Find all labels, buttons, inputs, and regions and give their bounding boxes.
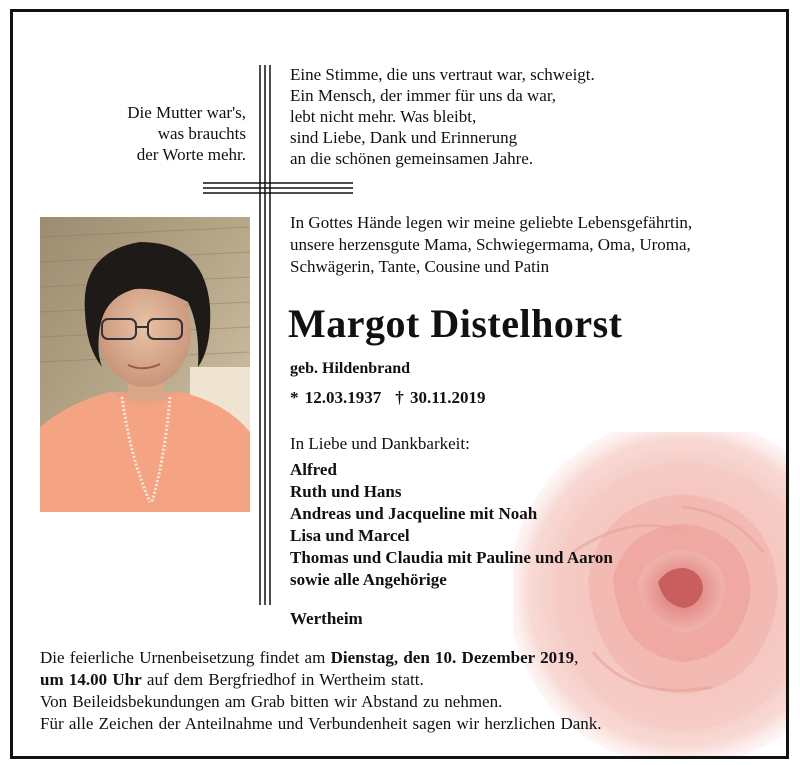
verse-left-line: was brauchts (157, 124, 246, 143)
funeral-date: Dienstag, den 10. Dezember 2019 (330, 648, 575, 667)
footer-line-2 (40, 669, 602, 691)
verse-right (290, 64, 595, 169)
intro-text (290, 212, 692, 278)
footer-line-4: Für alle Zeichen der Anteilnahme und Verbundenheit sagen wir herzlichen Dank. (40, 714, 602, 733)
intro-line: In Gottes Hände legen wir meine geliebte Lebensgefährtin, (290, 213, 693, 232)
verse-right-line: lebt nicht mehr. Was bleibt, (290, 107, 477, 126)
family-list (290, 459, 613, 591)
family-member: Alfred (290, 460, 337, 479)
footer-text: , (574, 648, 579, 667)
verse-right-line: an die schönen gemeinsamen Jahre. (290, 149, 534, 168)
footer-line-3: Von Beileidsbekundungen am Grab bitten wir Abstand zu nehmen. (40, 692, 503, 711)
verse-right-line: Eine Stimme, die uns vertraut war, schweigt. (290, 65, 595, 84)
death-date: † 30.11.2019 (395, 388, 486, 407)
verse-right-line: sind Liebe, Dank und Erinnerung (290, 128, 518, 147)
verse-left-line: der Worte mehr. (136, 145, 246, 164)
family-member: Andreas und Jacqueline mit Noah (290, 504, 538, 523)
maiden-name: geb. Hildenbrand (290, 360, 411, 377)
funeral-notice (40, 647, 602, 735)
place: Wertheim (290, 609, 363, 628)
footer-text: auf dem Bergfriedhof in Wertheim statt. (141, 670, 424, 689)
portrait-photo (40, 217, 250, 512)
verse-right-line: Ein Mensch, der immer für uns da war, (290, 86, 557, 105)
birth-date: * 12.03.1937 (290, 388, 382, 407)
footer-text: Die feierliche Urnenbeisetzung findet am (40, 648, 331, 667)
life-dates (290, 388, 486, 408)
footer-line-1 (40, 647, 602, 669)
verse-left-line: Die Mutter war's, (127, 103, 246, 122)
family-member: Ruth und Hans (290, 482, 402, 501)
verse-left (127, 102, 246, 165)
intro-line: Schwägerin, Tante, Cousine und Patin (290, 257, 550, 276)
obituary-frame (10, 9, 789, 759)
deceased-name: Margot Distelhorst (288, 301, 623, 346)
intro-line: unsere herzensgute Mama, Schwiegermama, Oma, Uroma, (290, 235, 691, 254)
family-member: Lisa und Marcel (290, 526, 410, 545)
family-member: sowie alle Angehörige (290, 570, 447, 589)
thanks-intro: In Liebe und Dankbarkeit: (290, 434, 470, 453)
family-member: Thomas und Claudia mit Pauline und Aaron (290, 548, 613, 567)
funeral-time: um 14.00 Uhr (40, 670, 142, 689)
